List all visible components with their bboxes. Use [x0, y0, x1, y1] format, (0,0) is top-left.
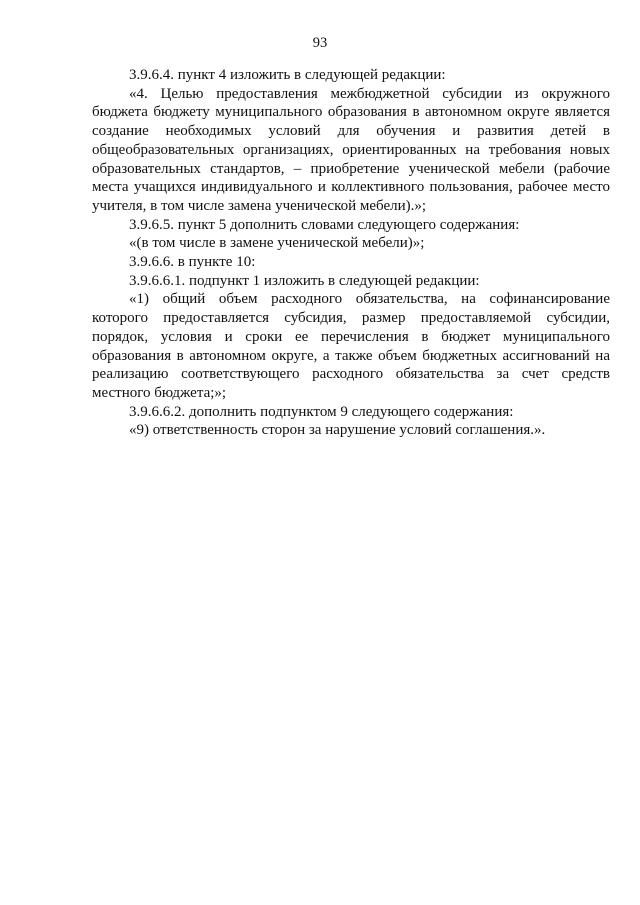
- paragraph-point-4-text: «4. Целью предоставления межбюджетной субсидии из окружного бюджета бюджету муниципального образования в автономном округе является создание необходимых условий для обучения и развития детей в общеобразовательных организациях, ориентированных на требования новых образовательных стандартов, – приобретение ученической мебели (рабочие места учащихся индивидуального и коллективного пользования, рабочее место учителя, в том числе замена ученической мебели).»;: [92, 85, 610, 214]
- page-number: 93: [312, 35, 328, 51]
- paragraph-3-9-6-6-1: 3.9.6.6.1. подпункт 1 изложить в следующей редакции:: [129, 272, 480, 289]
- paragraph-subpoint-9-text: «9) ответственность сторон за нарушение условий соглашения.».: [129, 422, 546, 439]
- paragraph-3-9-6-6: 3.9.6.6. в пункте 10:: [129, 254, 256, 271]
- document-body: [92, 66, 610, 440]
- paragraph-point-5-addition: «(в том числе в замене ученической мебели)»;: [129, 235, 425, 252]
- paragraph-3-9-6-4: 3.9.6.4. пункт 4 изложить в следующей редакции:: [129, 67, 446, 83]
- paragraph-subpoint-1-text: «1) общий объем расходного обязательства, на софинансирование которого предоставляется субсидия, размер предоставляемой субсидии, порядок, условия и сроки ее перечисления в бюджет муниципального образования в автономном округе, а также объем бюджетных ассигнований на реализацию соответствующего расходного обязательства за счет средств местного бюджета;»;: [92, 291, 610, 401]
- paragraph-3-9-6-6-2: 3.9.6.6.2. дополнить подпунктом 9 следующего содержания:: [129, 403, 514, 420]
- paragraph-3-9-6-5: 3.9.6.5. пункт 5 дополнить словами следующего содержания:: [129, 216, 520, 233]
